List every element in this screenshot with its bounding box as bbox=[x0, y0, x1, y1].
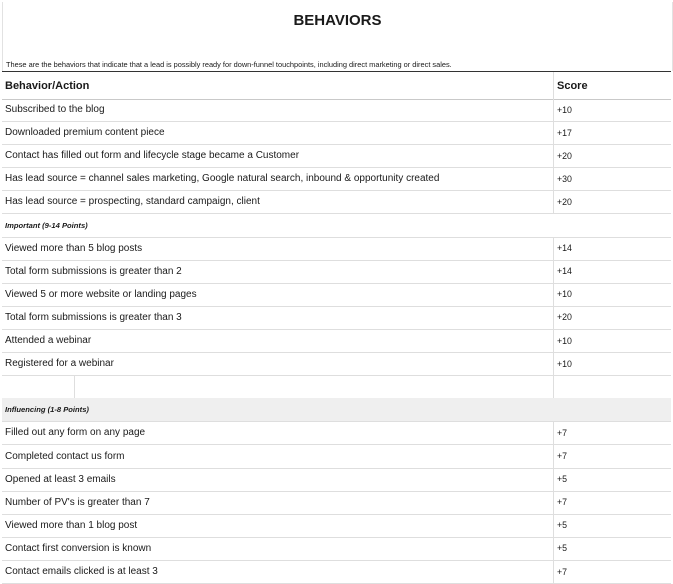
table-row bbox=[2, 144, 671, 168]
table-row bbox=[2, 121, 671, 145]
behavior-cell: Viewed more than 5 blog posts bbox=[5, 242, 143, 254]
behavior-cell: Filled out any form on any page bbox=[5, 427, 146, 439]
section-label: Important (9-14 Points) bbox=[5, 220, 88, 230]
score-cell: +10 bbox=[557, 104, 572, 115]
score-cell: +7 bbox=[557, 566, 568, 577]
behavior-cell: Viewed more than 1 blog post bbox=[5, 519, 138, 531]
column-divider bbox=[553, 560, 554, 583]
column-divider bbox=[553, 121, 554, 144]
column-divider bbox=[553, 72, 554, 99]
column-divider bbox=[553, 329, 554, 352]
behavior-cell: Subscribed to the blog bbox=[5, 104, 105, 115]
column-header-row bbox=[2, 71, 671, 100]
table-row bbox=[2, 537, 671, 561]
behavior-cell: Attended a webinar bbox=[5, 335, 92, 346]
column-divider bbox=[553, 468, 554, 491]
intro-row bbox=[2, 40, 673, 71]
score-cell: +7 bbox=[557, 451, 568, 461]
column-divider bbox=[553, 260, 554, 283]
behavior-cell: Total form submissions is greater than 2 bbox=[5, 265, 182, 277]
score-cell: +5 bbox=[557, 543, 568, 554]
score-cell: +5 bbox=[557, 520, 568, 531]
behavior-cell: Contact has filled out form and lifecycle stage became a Customer bbox=[5, 150, 300, 162]
column-divider bbox=[553, 167, 554, 190]
column-divider bbox=[553, 421, 554, 444]
behavior-cell: Viewed 5 or more website or landing pages bbox=[5, 288, 197, 300]
column-divider bbox=[553, 352, 554, 375]
score-cell: +20 bbox=[557, 312, 572, 323]
table-row bbox=[2, 167, 671, 191]
table-row bbox=[2, 306, 671, 330]
sheet-title: BEHAVIORS bbox=[2, 2, 673, 40]
table-row bbox=[2, 190, 671, 214]
table-row bbox=[2, 283, 671, 307]
behavior-cell: Total form submissions is greater than 3 bbox=[5, 311, 182, 323]
column-divider bbox=[553, 144, 554, 167]
column-header-behavior: Behavior/Action bbox=[5, 79, 90, 92]
table-row bbox=[2, 445, 671, 469]
table-row bbox=[2, 237, 671, 261]
behavior-cell: Contact first conversion is known bbox=[5, 542, 152, 554]
score-cell: +14 bbox=[557, 243, 572, 254]
table-row bbox=[2, 260, 671, 284]
column-divider bbox=[553, 190, 554, 213]
section-row bbox=[2, 398, 671, 422]
table-row bbox=[2, 560, 671, 584]
table-row bbox=[2, 352, 671, 376]
column-divider bbox=[553, 98, 554, 121]
column-divider bbox=[553, 491, 554, 514]
score-cell: +5 bbox=[557, 474, 568, 485]
behavior-cell: Downloaded premium content piece bbox=[5, 127, 165, 139]
column-divider bbox=[553, 537, 554, 560]
score-cell: +7 bbox=[557, 427, 568, 438]
behavior-cell: Has lead source = prospecting, standard campaign, client bbox=[5, 196, 260, 208]
table-row bbox=[2, 468, 671, 492]
behavior-cell: Has lead source = channel sales marketing, Google natural search, inbound & opportunity created bbox=[5, 173, 440, 185]
cell-divider bbox=[74, 375, 75, 398]
score-cell: +10 bbox=[557, 289, 572, 300]
table-row bbox=[2, 421, 671, 445]
score-cell: +14 bbox=[557, 266, 572, 277]
behavior-cell: Opened at least 3 emails bbox=[5, 473, 116, 485]
score-cell: +20 bbox=[557, 150, 572, 161]
score-cell: +30 bbox=[557, 173, 572, 184]
column-divider bbox=[553, 514, 554, 537]
column-divider bbox=[553, 306, 554, 329]
behavior-cell: Contact emails clicked is at least 3 bbox=[5, 566, 158, 577]
table-row bbox=[2, 514, 671, 538]
behavior-cell: Number of PV's is greater than 7 bbox=[5, 496, 150, 508]
blank-row bbox=[2, 375, 671, 399]
score-cell: +7 bbox=[557, 497, 568, 508]
section-row bbox=[2, 214, 671, 238]
behavior-cell: Completed contact us form bbox=[5, 450, 125, 462]
score-cell: +10 bbox=[557, 358, 572, 369]
intro-text: These are the behaviors that indicate that a lead is possibly ready for down-funnel touchpoints, including direct marketing or direct sales. bbox=[6, 60, 452, 69]
column-divider bbox=[553, 375, 554, 398]
column-divider bbox=[553, 445, 554, 468]
score-cell: +20 bbox=[557, 196, 572, 207]
table-row bbox=[2, 98, 671, 122]
column-divider bbox=[553, 283, 554, 306]
section-label: Influencing (1-8 Points) bbox=[5, 405, 89, 415]
column-header-score: Score bbox=[557, 79, 588, 92]
score-cell: +17 bbox=[557, 127, 572, 138]
score-cell: +10 bbox=[557, 335, 572, 346]
column-divider bbox=[553, 237, 554, 260]
table-row bbox=[2, 491, 671, 515]
behavior-cell: Registered for a webinar bbox=[5, 358, 114, 370]
table-row bbox=[2, 329, 671, 353]
